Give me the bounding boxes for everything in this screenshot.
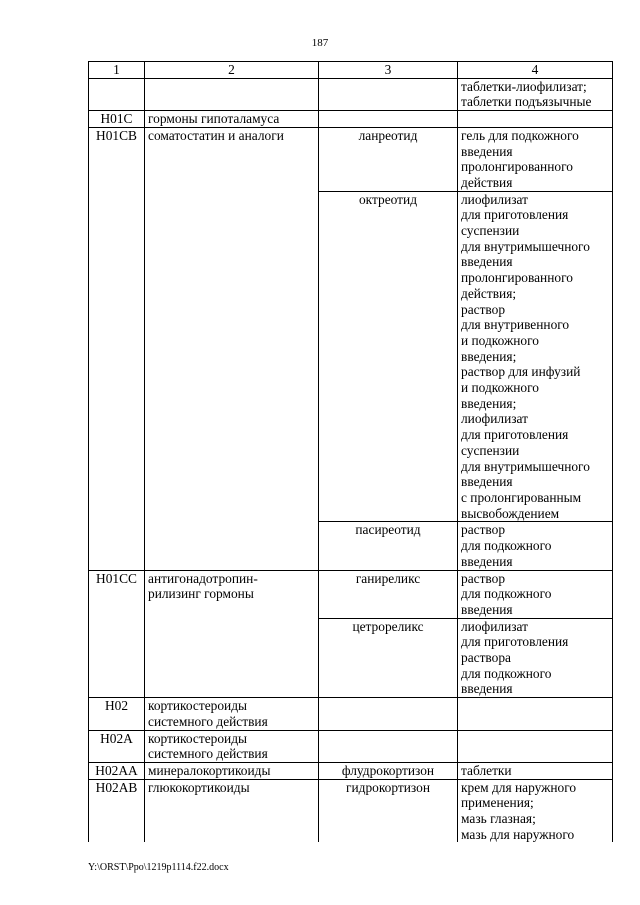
form-cell: лиофилизат для приготовления суспензии для внутримышечного введения пролонгированного действия; раствор для внутривенного и подкожного введения; раствор для инфузий и подкожного введения; лиофилизат для приготовления суспензии для внутримышечного введения с пролонгированным высвобождением: [458, 191, 613, 522]
code-cell: [89, 191, 145, 522]
code-cell: H01C: [89, 111, 145, 128]
group-cell: [145, 522, 319, 570]
table-row: [89, 570, 613, 618]
code-cell: [89, 618, 145, 698]
table-header-row: [89, 62, 613, 79]
form-cell: гель для подкожного введения пролонгированного действия: [458, 127, 613, 191]
form-cell: раствор для подкожного введения: [458, 570, 613, 618]
header-col-3: 3: [319, 62, 458, 79]
page-number: 187: [311, 37, 329, 49]
drug-cell: [319, 698, 458, 730]
table-row: [89, 618, 613, 698]
table-row: [89, 730, 613, 762]
form-cell: лиофилизат для приготовления раствора для подкожного введения: [458, 618, 613, 698]
drug-cell: пасиреотид: [319, 522, 458, 570]
code-cell: H01CC: [89, 570, 145, 618]
drug-table: [88, 61, 613, 842]
header-col-2: 2: [145, 62, 319, 79]
drug-cell: ганиреликс: [319, 570, 458, 618]
drug-cell: цетрореликс: [319, 618, 458, 698]
drug-cell: флудрокортизон: [319, 762, 458, 779]
drug-cell: [319, 730, 458, 762]
drug-cell: октреотид: [319, 191, 458, 522]
code-cell: H02A: [89, 730, 145, 762]
group-cell: антигонадотропин- рилизинг гормоны: [145, 570, 319, 618]
code-cell: H02AB: [89, 779, 145, 842]
drug-cell: гидрокортизон: [319, 779, 458, 842]
table-row: [89, 762, 613, 779]
form-cell: раствор для подкожного введения: [458, 522, 613, 570]
footer-file-path: Y:\ORST\Ppo\1219p1114.f22.docx: [88, 862, 229, 873]
code-cell: [89, 522, 145, 570]
form-cell: [458, 111, 613, 128]
group-cell: минералокортикоиды: [145, 762, 319, 779]
code-cell: H01CB: [89, 127, 145, 191]
form-cell: таблетки: [458, 762, 613, 779]
group-cell: соматостатин и аналоги: [145, 127, 319, 191]
header-col-4: 4: [458, 62, 613, 79]
drug-cell: [319, 78, 458, 110]
group-cell: [145, 78, 319, 110]
code-cell: H02: [89, 698, 145, 730]
table-row: [89, 111, 613, 128]
table-row: [89, 191, 613, 522]
group-cell: гормоны гипоталамуса: [145, 111, 319, 128]
drug-cell: [319, 111, 458, 128]
table-row: [89, 522, 613, 570]
code-cell: H02AA: [89, 762, 145, 779]
table-row: [89, 127, 613, 191]
group-cell: кортикостероиды системного действия: [145, 698, 319, 730]
group-cell: [145, 618, 319, 698]
table-row: [89, 779, 613, 842]
form-cell: крем для наружного применения; мазь глазная; мазь для наружного: [458, 779, 613, 842]
form-cell: [458, 698, 613, 730]
code-cell: [89, 78, 145, 110]
group-cell: кортикостероиды системного действия: [145, 730, 319, 762]
form-cell: таблетки-лиофилизат; таблетки подъязычные: [458, 78, 613, 110]
table-row: [89, 698, 613, 730]
header-col-1: 1: [89, 62, 145, 79]
group-cell: [145, 191, 319, 522]
group-cell: глюкокортикоиды: [145, 779, 319, 842]
drug-cell: ланреотид: [319, 127, 458, 191]
table-row: [89, 78, 613, 110]
form-cell: [458, 730, 613, 762]
